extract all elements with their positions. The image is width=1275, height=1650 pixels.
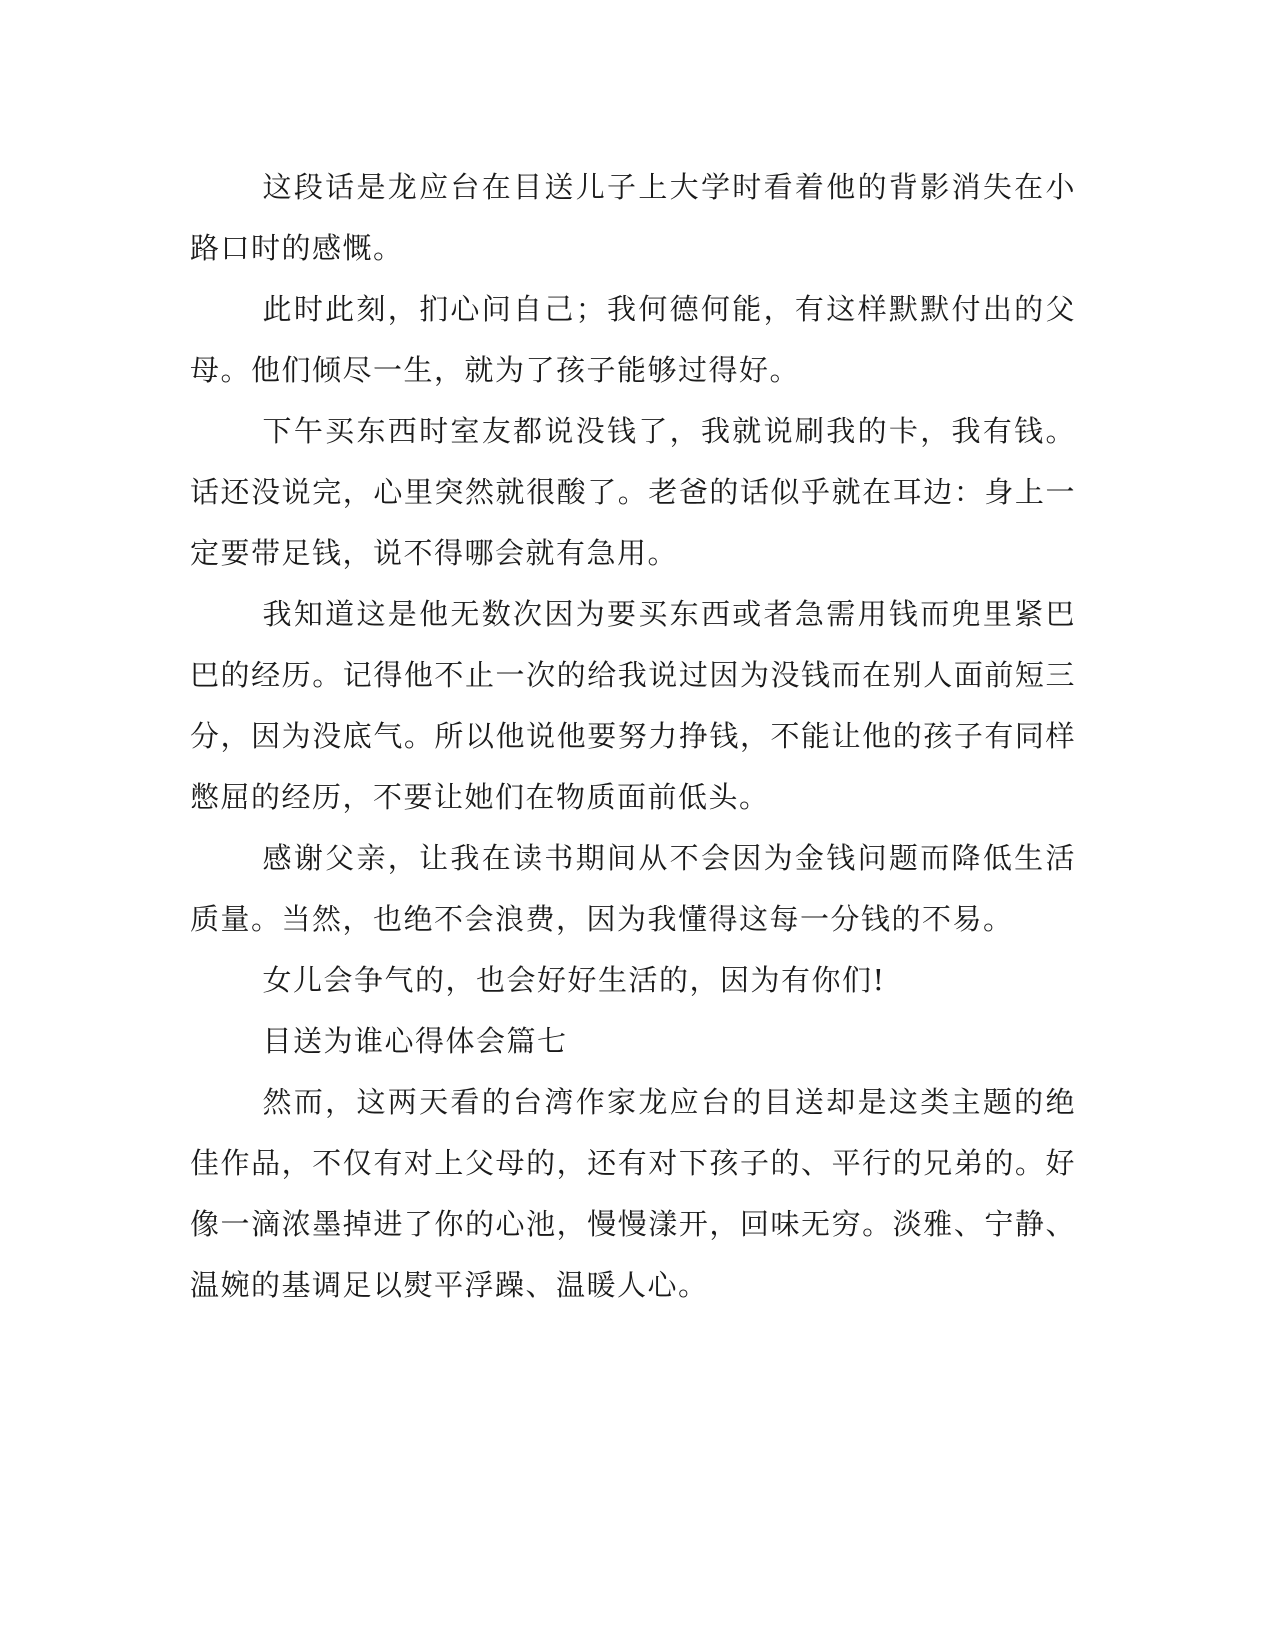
section-heading: 目送为谁心得体会篇七 <box>262 1024 568 1058</box>
paragraph-2: 此时此刻，扪心问自己；我何德何能，有这样默默付出的父母。他们倾尽一生，就为了孩子能够过得好。 <box>190 292 1076 387</box>
paragraph-6: 女儿会争气的，也会好好生活的，因为有你们! <box>262 963 886 997</box>
paragraph-4: 我知道这是他无数次因为要买东西或者急需用钱而兜里紧巴巴的经历。记得他不止一次的给我说过因为没钱而在别人面前短三分，因为没底气。所以他说他要努力挣钱，不能让他的孩子有同样憋屈的经历，不要让她们在物质面前低头。 <box>190 597 1076 814</box>
document-body <box>190 157 1076 1316</box>
paragraph-3: 下午买东西时室友都说没钱了，我就说刷我的卡，我有钱。话还没说完，心里突然就很酸了。老爸的话似乎就在耳边：身上一定要带足钱，说不得哪会就有急用。 <box>190 414 1076 570</box>
paragraph-1: 这段话是龙应台在目送儿子上大学时看着他的背影消失在小路口时的感慨。 <box>190 170 1076 265</box>
section-paragraph-1: 然而，这两天看的台湾作家龙应台的目送却是这类主题的绝佳作品，不仅有对上父母的，还有对下孩子的、平行的兄弟的。好像一滴浓墨掉进了你的心池，慢慢漾开，回味无穷。淡雅、宁静、温婉的基调足以熨平浮躁、温暖人心。 <box>190 1085 1076 1302</box>
paragraph-5: 感谢父亲，让我在读书期间从不会因为金钱问题而降低生活质量。当然，也绝不会浪费，因为我懂得这每一分钱的不易。 <box>190 841 1076 936</box>
